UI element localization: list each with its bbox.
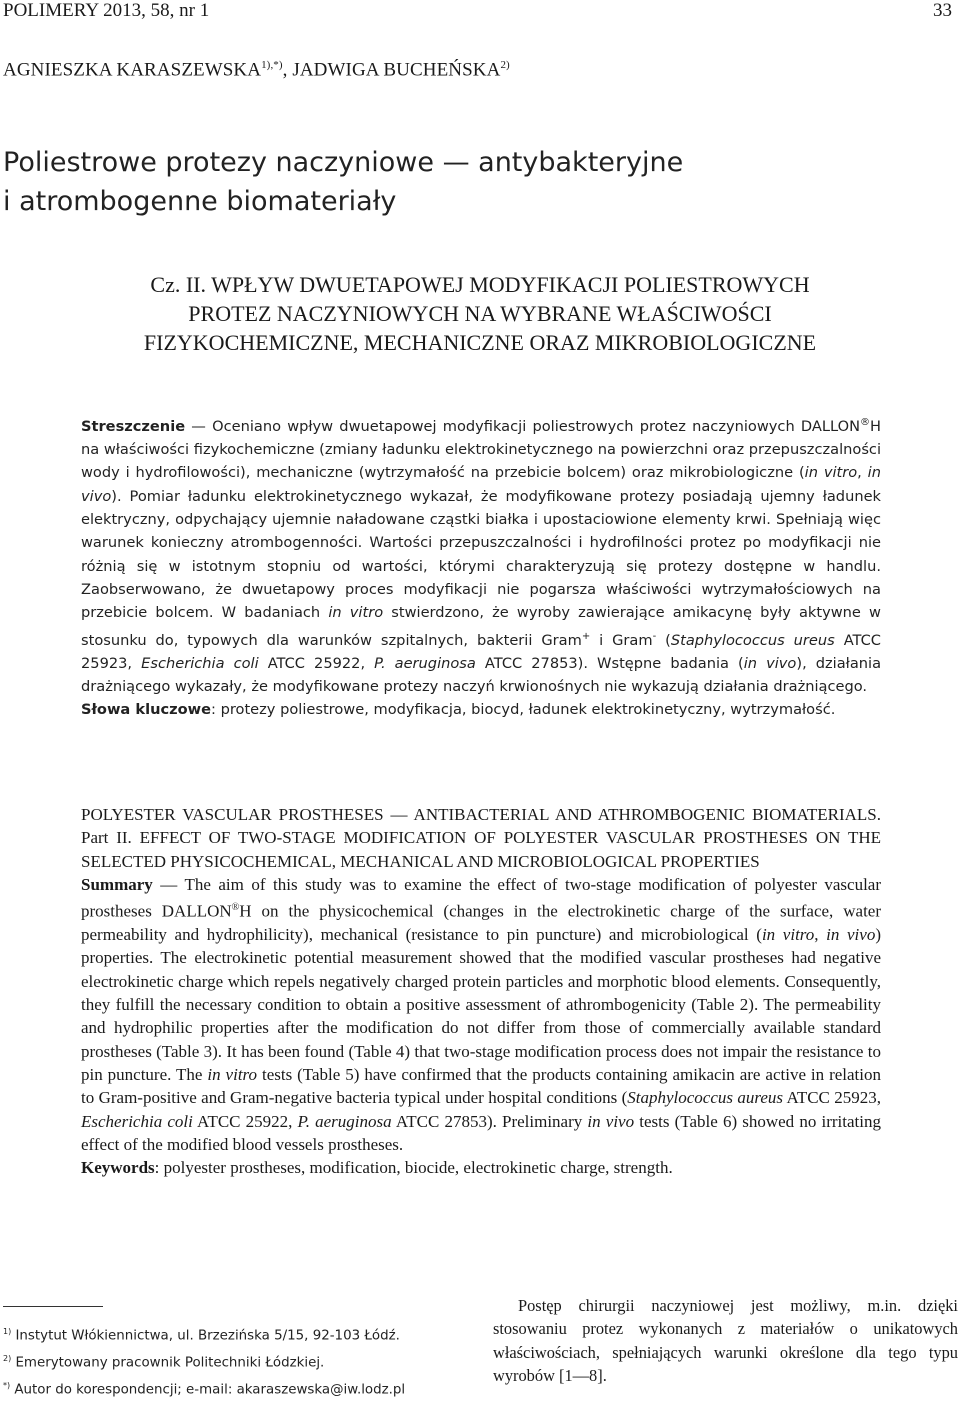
footnote-text: Emerytowany pracownik Politechniki Łódzkiej. (11, 1355, 325, 1371)
article-title (3, 143, 683, 221)
body-text (493, 1294, 958, 1387)
abstract-text: ATCC 27853). Wstępne badania ( (475, 654, 744, 672)
italic-term: Escherichia coli (141, 654, 259, 672)
abstract-text: tests (Table 5) have confirmed that the products containing amikacin are active in relation to Gram-positive and Gram-negative bacteria typical under hospital conditions ( (81, 1064, 882, 1108)
keywords-label: Keywords (81, 1158, 155, 1178)
keywords (81, 698, 881, 721)
article-subtitle (0, 270, 960, 357)
abstract-text: — The aim of this study was to examine the effect of two-stage modification of polyester vascular prostheses DALLON (81, 874, 881, 921)
title-line: i atrombogenne biomateriały (3, 186, 397, 217)
abstract-label: Summary (81, 874, 153, 894)
page-number: 33 (933, 0, 952, 21)
abstract-text: H na właściwości fizykochemiczne (zmiany ładunku elektrokinetycznego na powierzchni oraz przepuszczalności wody i hydrofilowości), mechaniczne (wytrzymałość na przebicie bolcem) oraz mikrobiologiczne ( (81, 417, 881, 482)
title-line: Poliestrowe protezy naczyniowe — antybakteryjne (3, 147, 684, 178)
paragraph: Postęp chirurgii naczyniowej jest możliwy, m.in. dzięki stosowaniu protez wykonanych z materiałów o unikatowych właściwościach, spełniających warunki określone dla tego typu wyrobów [1—8]. (493, 1296, 958, 1385)
abstract-body (81, 411, 881, 698)
footnote-mark: 1) (3, 1327, 12, 1336)
italic-term: Staphylococcus aureus (627, 1088, 784, 1108)
footnote (3, 1375, 405, 1402)
abstract-text: ATCC 25922, (258, 654, 375, 672)
registered-mark: ® (231, 902, 240, 914)
english-title: POLYESTER VASCULAR PROSTHESES — ANTIBACTERIAL AND ATHROMBOGENIC BIOMATERIALS. Part II. EFFECT OF TWO-STAGE MODIFICATION OF POLYESTER VASCULAR PROSTHESES ON THE SELECTED PHYSICOCHEMICAL, MECHANICAL AND MICROBIOLOGICAL PROPERTIES (81, 805, 881, 871)
footnote-divider (3, 1306, 103, 1307)
registered-mark: ® (860, 417, 871, 428)
abstract-text: ATCC 25923, (783, 1088, 882, 1108)
abstract-text: , (857, 464, 868, 482)
italic-term: in vitro (804, 464, 858, 482)
author-separator: , (282, 59, 293, 81)
running-header: POLIMERY 2013, 58, nr 1 (3, 0, 210, 21)
abstract-text: ATCC 25923, (81, 631, 881, 672)
abstract-text: H on the physicochemical (changes in the electrokinetic charge of the surface, water permeability and hydrophilicity), mechanical (resistance to pin puncture) and microbiological ( (81, 901, 882, 945)
italic-term: P. aeruginosa (297, 1111, 392, 1131)
abstract-text: stwierdzono, że wyroby zawierające amikacynę były aktywne w stosunku do, typowych dla warunków szpitalnych, bakterii Gram (81, 604, 881, 649)
keywords (81, 1156, 881, 1179)
abstract-text: tests (Table 6) showed no irritating effect of the modified blood vessels prostheses. (81, 1111, 881, 1154)
abstract-polish (81, 411, 881, 722)
footnote (3, 1321, 405, 1348)
abstract-english (81, 803, 881, 1179)
abstract-text: ATCC 27853). Preliminary (391, 1111, 588, 1131)
abstract-text: — Oceniano wpływ dwuetapowej modyfikacji poliestrowych protez naczyniowych DALLON (185, 417, 861, 435)
abstract-text: , (814, 925, 827, 945)
affiliation-mark: 2) (500, 59, 510, 71)
italic-term: in vitro (328, 604, 384, 622)
italic-term: in vivo (743, 654, 797, 672)
author-line (3, 59, 510, 81)
abstract-text: ), działania drażniącego wykazały, że modyfikowane protezy naczyń krwionośnych nie wykazują działania drażniącego. (81, 654, 882, 695)
superscript: - (652, 630, 657, 642)
subtitle-line: PROTEZ NACZYNIOWYCH NA WYBRANE WŁAŚCIWOŚCI (188, 301, 772, 326)
author-name: JADWIGA BUCHEŃSKA (292, 59, 501, 81)
affiliation-mark: 1),*) (261, 59, 283, 71)
abstract-text: ) properties. The electrokinetic potential measurement showed that the modified vascular prostheses had negative electrokinetic charge which repels negatively charged protein particles and morphotic blood elements. Consequently, they fulfill the necessary condition to obtain a positive assessment of athrombogenicity (Table 2). The permeability and hydrophilic properties after the modification do not differ from those of commercially available standard prostheses (Table 3). It has been found (Table 4) that two-stage modification process does not impair the resistance to pin puncture. The (81, 925, 881, 1084)
abstract-body (81, 873, 881, 1156)
footnote-mark: *) (3, 1380, 11, 1390)
footnote (3, 1348, 405, 1375)
italic-term: in vivo (826, 925, 876, 945)
abstract-text: ( (656, 631, 671, 649)
abstract-text: i Gram (590, 631, 653, 649)
footnote-text: Instytut Włókiennictwa, ul. Brzezińska 5/15, 92-103 Łódź. (11, 1328, 400, 1344)
footnote-text: Autor do korespondencji; e-mail: akaraszewska@iw.lodz.pl (10, 1382, 406, 1398)
italic-term: Staphylococcus ureus (670, 631, 835, 649)
author-name: AGNIESZKA KARASZEWSKA (3, 59, 262, 81)
italic-term: in vivo (81, 464, 881, 505)
abstract-label: Streszczenie (81, 417, 186, 435)
abstract-text: ATCC 25922, (192, 1111, 298, 1131)
abstract-text: ). Pomiar ładunku elektrokinetycznego wykazał, że modyfikowane protezy posiadają ujemny ładunek elektryczny, odpychający ujemnie naładowane cząstki białka i upostaciowione elementy krwi. Spełniają więc warunek konieczny atrombogenności. Wartości przepuszczalności i hydrofilności protez po modyfikacji nie różnią się w istotnym stopniu od wartości, którymi charakteryzują się protezy dostępne w handlu. Zaobserwowano, że dwuetapowy proces modyfikacji nie pogarsza właściwości wytrzymałościowych na przebicie bolcem. W badaniach (81, 487, 881, 622)
italic-term: Escherichia coli (81, 1111, 193, 1131)
italic-term: in vivo (587, 1111, 635, 1131)
footnotes (3, 1321, 405, 1402)
keywords-text: : protezy poliestrowe, modyfikacja, biocyd, ładunek elektrokinetyczny, wytrzymałość. (211, 701, 836, 719)
keywords-text: : polyester prostheses, modification, biocide, electrokinetic charge, strength. (154, 1158, 673, 1178)
subtitle-line: Cz. II. WPŁYW DWUETAPOWEJ MODYFIKACJI POLIESTROWYCH (150, 272, 810, 297)
subtitle-line: FIZYKOCHEMICZNE, MECHANICZNE ORAZ MIKROBIOLOGICZNE (143, 330, 817, 355)
keywords-label: Słowa kluczowe (81, 701, 212, 719)
superscript: + (581, 630, 591, 642)
italic-term: in vitro (761, 925, 815, 945)
italic-term: in vitro (207, 1064, 258, 1084)
italic-term: P. aeruginosa (374, 654, 476, 672)
footnote-mark: 2) (3, 1353, 12, 1363)
